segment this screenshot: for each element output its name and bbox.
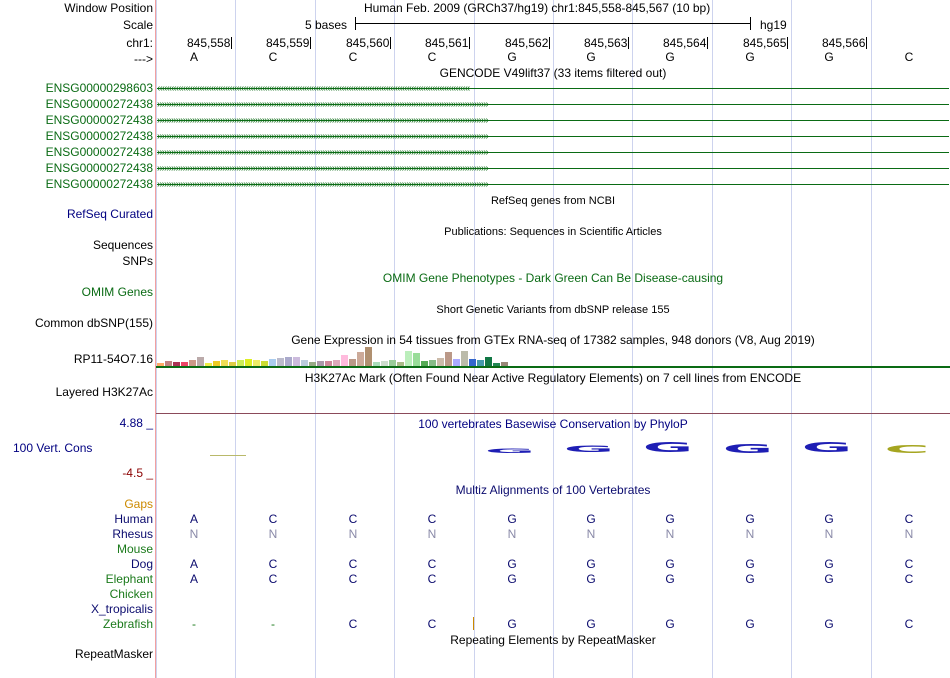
species-label[interactable]: Human [114,512,153,526]
omim-track-label[interactable]: OMIM Genes [81,285,153,299]
gtex-tissue-bar[interactable] [277,358,284,366]
coordinate-value: 845,564 [663,36,707,50]
gencode-track-title: GENCODE V49lift37 (33 items filtered out) [439,66,667,80]
coordinate-value: 845,558 [187,36,231,50]
alignment-base: N [904,527,914,541]
alignment-base: G [824,617,834,631]
coordinate-tick-mark [866,37,867,49]
reference-base: A [189,50,198,64]
gencode-gene-line [157,120,949,121]
phylop-min-label: -4.5 _ [122,466,153,480]
alignment-base: G [824,512,834,526]
alignment-base: C [268,512,278,526]
reference-base: C [268,50,278,64]
gtex-tissue-bar[interactable] [341,355,348,366]
alignment-base: G [665,557,675,571]
alignment-base: G [586,512,596,526]
chrom-label: chr1: [126,36,153,50]
gtex-tissue-bar[interactable] [485,357,492,366]
gtex-gene-label[interactable]: RP11-54O7.16 [73,352,153,366]
coordinate-value: 845,566 [822,36,866,50]
alignment-base: A [189,557,198,571]
alignment-base: N [268,527,278,541]
reference-base: C [348,50,358,64]
gtex-tissue-bar[interactable] [469,359,476,366]
h3k27ac-track-title: H3K27Ac Mark (Often Found Near Active Regulatory Elements) on 7 cell lines from ENCODE [304,371,802,385]
alignment-base: G [665,617,675,631]
alignment-base: C [904,572,914,586]
gencode-gene-line [157,88,949,89]
repeatmasker-track-title: Repeating Elements by RepeatMasker [450,633,656,647]
reference-base: G [824,50,834,64]
gtex-tissue-bar[interactable] [453,359,460,366]
insertion-marker [473,617,474,630]
coordinate-tick [663,36,708,50]
alignment-base: N [745,527,755,541]
gencode-item-label[interactable]: ENSG00000272438 [45,129,153,143]
coordinate-tick [266,36,311,50]
alignment-base: N [665,527,675,541]
alignment-base: N [507,527,517,541]
alignment-base: C [348,572,358,586]
alignment-base: G [586,572,596,586]
coordinate-tick-mark [231,37,232,49]
gtex-tissue-bar[interactable] [349,359,356,366]
gtex-tissue-bar[interactable] [245,359,252,366]
alignment-base: C [268,572,278,586]
alignment-base: C [427,617,437,631]
gencode-gene-line [157,136,949,137]
coordinate-value: 845,561 [425,36,469,50]
alignment-base: N [348,527,358,541]
gencode-gene-line [157,168,949,169]
alignment-base: G [586,617,596,631]
alignment-base: G [507,557,517,571]
coordinate-value: 845,560 [346,36,390,50]
coordinate-value: 845,565 [743,36,787,50]
alignment-base: N [427,527,437,541]
phylop-base-logo[interactable]: C [884,443,930,456]
alignment-base: G [745,512,755,526]
coordinate-tick-mark [390,37,391,49]
gtex-track-title: Gene Expression in 54 tissues from GTEx RNA-seq of 17382 samples, 948 donors (V8, Aug 2019) [291,333,815,347]
alignment-base: N [586,527,596,541]
coordinate-tick-mark [549,37,550,49]
reference-base: G [586,50,596,64]
alignment-base: - [271,617,275,631]
alignment-base: G [586,557,596,571]
alignment-base: C [268,557,278,571]
phylop-max-label: 4.88 _ [119,416,153,430]
alignment-base: N [824,527,834,541]
alignment-base: C [427,512,437,526]
gencode-gene-line [157,184,949,185]
gtex-tissue-bar[interactable] [357,352,364,366]
gtex-expression-bars[interactable] [157,346,537,366]
alignment-base: G [745,557,755,571]
alignment-base: G [507,617,517,631]
alignment-base: G [745,617,755,631]
sequences-track-label[interactable]: Sequences [92,238,153,252]
coordinate-tick-mark [469,37,470,49]
coordinate-value: 845,563 [584,36,628,50]
phylop-base-logo[interactable]: G [801,441,853,456]
gtex-tissue-bar[interactable] [461,351,468,366]
gencode-item-label[interactable]: ENSG00000272438 [45,113,153,127]
scale-label: Scale [122,18,153,32]
alignment-base: C [348,617,358,631]
coordinate-tick [584,36,629,50]
alignment-base: G [824,557,834,571]
dbsnp-track-label[interactable]: Common dbSNP(155) [34,316,153,330]
coordinate-tick [822,36,867,50]
phylop-base-logo[interactable]: G [484,448,536,455]
phylop-base-logo[interactable]: G [642,441,694,456]
alignment-base: G [745,572,755,586]
species-label[interactable]: X_tropicalis [90,602,153,616]
phylop-base-logo[interactable]: G [563,445,615,455]
repeatmasker-track-label[interactable]: RepeatMasker [74,647,153,661]
snps-track-label[interactable]: SNPs [122,254,153,268]
gtex-tissue-bar[interactable] [445,352,452,366]
coordinate-tick-mark [787,37,788,49]
alignment-base: N [189,527,199,541]
alignment-base: C [427,572,437,586]
gtex-tissue-bar[interactable] [437,358,444,366]
coordinate-tick [743,36,788,50]
h3k27ac-track-label[interactable]: Layered H3K27Ac [55,385,153,399]
gtex-tissue-bar[interactable] [197,357,204,366]
gtex-tissue-bar[interactable] [405,351,412,366]
scale-bar-right-cap [750,17,751,30]
coordinate-tick [346,36,391,50]
species-label[interactable]: Zebrafish [102,617,153,631]
scale-text: 5 bases [305,18,348,32]
gencode-item-label[interactable]: ENSG00000272438 [45,161,153,175]
alignment-base: C [904,512,914,526]
multiz-track-title: Multiz Alignments of 100 Vertebrates [455,483,651,497]
gencode-item-label[interactable]: ENSG00000272438 [45,145,153,159]
alignment-base: C [427,557,437,571]
omim-track-title: OMIM Gene Phenotypes - Dark Green Can Be Disease-causing [382,271,724,285]
assembly-label: hg19 [760,18,787,32]
gencode-gene-line [157,152,949,153]
gencode-item-label[interactable]: ENSG00000272438 [45,97,153,111]
strand-label: ---> [134,52,153,66]
gencode-gene-line [157,104,949,105]
coordinate-value: 845,562 [505,36,549,50]
alignment-base: - [192,617,196,631]
gtex-tissue-bar[interactable] [413,353,420,366]
alignment-base: A [189,512,198,526]
coordinate-tick [505,36,550,50]
phylop-track-title: 100 vertebrates Basewise Conservation by PhyloP [418,417,688,431]
gtex-tissue-bar[interactable] [365,347,372,366]
scale-bar [355,23,750,24]
coordinate-tick-mark [707,37,708,49]
gencode-item-label[interactable]: ENSG00000272438 [45,177,153,191]
alignment-base: C [904,617,914,631]
alignment-base: G [665,512,675,526]
alignment-base: C [348,557,358,571]
phylop-track-label[interactable]: 100 Vert. Cons [13,441,93,455]
species-label[interactable]: Elephant [105,572,153,586]
phylop-base-logo[interactable]: G [722,442,774,456]
gaps-track-label[interactable]: Gaps [124,497,153,511]
refseq-track-title: RefSeq genes from NCBI [490,195,616,207]
dbsnp-track-title: Short Genetic Variants from dbSNP release 155 [436,304,670,316]
reference-base: C [904,50,914,64]
gencode-item-label[interactable]: ENSG00000298603 [45,81,153,95]
coordinate-value: 845,559 [266,36,310,50]
gtex-tissue-bar[interactable] [285,357,292,366]
coordinate-tick [187,36,232,50]
reference-base: G [745,50,755,64]
species-label[interactable]: Chicken [109,587,153,601]
coordinate-tick-mark [310,37,311,49]
alignment-base: G [665,572,675,586]
reference-base: G [507,50,517,64]
alignment-base: C [904,557,914,571]
reference-base: C [427,50,437,64]
reference-base: G [665,50,675,64]
refseq-track-label[interactable]: RefSeq Curated [66,207,153,221]
alignment-base: A [189,572,198,586]
coordinate-tick [425,36,470,50]
alignment-base: G [507,572,517,586]
gtex-tissue-bar[interactable] [269,359,276,366]
position-title: Human Feb. 2009 (GRCh37/hg19) chr1:845,558-845,567 (10 bp) [364,1,711,15]
h3k27ac-baseline [156,413,950,414]
alignment-base: C [348,512,358,526]
window-position-label: Window Position [64,1,153,15]
gtex-baseline [156,366,950,368]
coordinate-tick-mark [628,37,629,49]
species-label[interactable]: Dog [130,557,153,571]
phylop-low-score-mark [210,455,246,456]
alignment-base: G [507,512,517,526]
species-label[interactable]: Mouse [116,542,153,556]
alignment-base: G [824,572,834,586]
gtex-tissue-bar[interactable] [293,357,300,366]
species-label[interactable]: Rhesus [112,527,153,541]
publications-track-title: Publications: Sequences in Scientific Articles [444,226,662,238]
